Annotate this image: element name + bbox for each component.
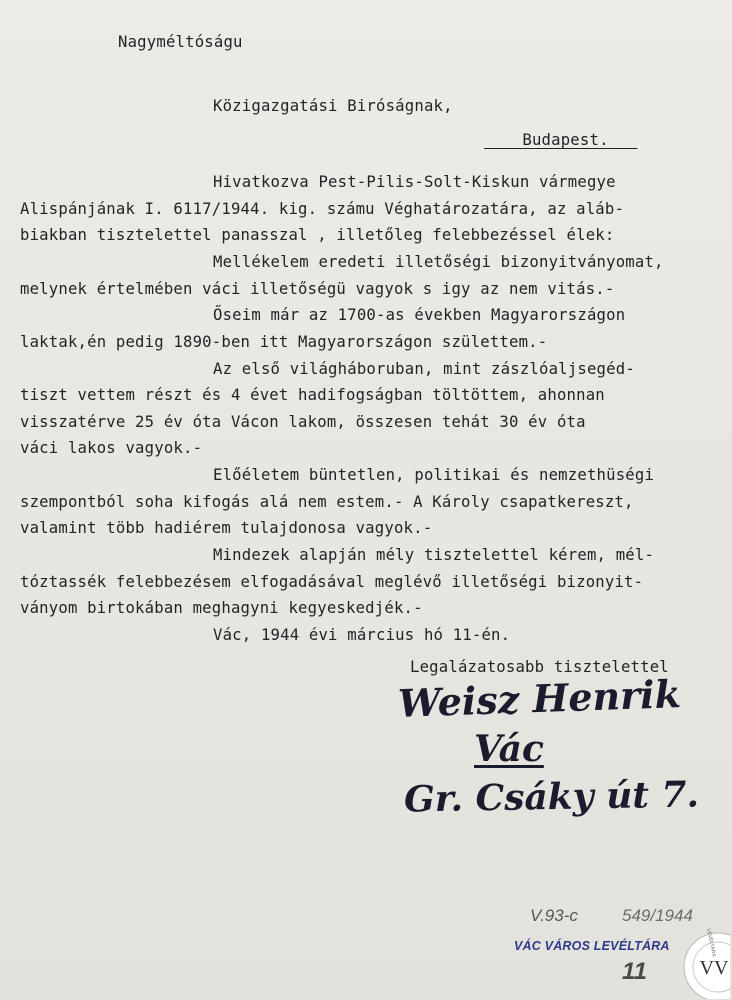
archive-seal-icon [682, 923, 730, 999]
seal-initials: VV [699, 957, 729, 979]
body-line: biakban tisztelettel panasszal , illetőleg felebbezéssel élek: [20, 226, 615, 244]
body-line: visszatérve 25 év óta Vácon lakom, összesen tehát 30 év óta [20, 413, 586, 431]
archive-file-number: 549/1944 [622, 906, 693, 925]
body-line: ványom birtokában meghagyni kegyeskedjék.- [20, 599, 423, 617]
signature-street: Gr. Csáky út 7. [403, 773, 700, 821]
body-line: Mindezek alapján mély tisztelettel kérem, mél- [213, 546, 655, 564]
body-line: melynek értelmében váci illetőségü vagyok s igy az nem vitás.- [20, 280, 615, 298]
body-line: laktak,én pedig 1890-ben itt Magyarországon születtem.- [20, 333, 548, 351]
body-line: váci lakos vagyok.- [20, 439, 203, 457]
closing: Legalázatosabb tisztelettel [410, 658, 669, 676]
signature-name: Weisz Henrik [397, 671, 682, 726]
seal-ring-text: LEVÉLTÁRA [705, 928, 717, 958]
body-line: tiszt vettem részt és 4 évet hadifogságban töltöttem, ahonnan [20, 386, 605, 404]
signature-town: Vác [474, 728, 544, 770]
body-line: tóztassék felebbezésem elfogadásával meglévő illetőségi bizonyit- [20, 573, 644, 591]
archive-reference: V.93-c [530, 906, 578, 925]
body-line: Hivatkozva Pest-Pilis-Solt-Kiskun vármegye [213, 173, 616, 191]
archive-stamp: VÁC VÁROS LEVÉLTÁRA [514, 939, 670, 953]
body-line: Előéletem büntetlen, politikai és nemzethüségi [213, 466, 655, 484]
date-line: Vác, 1944 évi március hó 11-én. [213, 626, 511, 644]
city: Budapest. [522, 131, 609, 149]
addressee: Közigazgatási Biróságnak, [213, 97, 453, 115]
body-line: Alispánjának I. 6117/1944. kig. számu Véghatározatára, az aláb- [20, 200, 625, 218]
body-line: valamint több hadiérem tulajdonosa vagyok.- [20, 519, 433, 537]
archive-page-mark: 11 [622, 958, 647, 985]
salutation: Nagyméltóságu [118, 33, 243, 51]
body-line: szempontból soha kifogás alá nem estem.- A Károly csapatkereszt, [20, 493, 634, 511]
body-line: Őseim már az 1700-as években Magyarországon [213, 306, 626, 324]
body-line: Az első világháboruban, mint zászlóaljsegéd- [213, 360, 635, 378]
body-line: Mellékelem eredeti illetőségi bizonyitványomat, [213, 253, 664, 271]
